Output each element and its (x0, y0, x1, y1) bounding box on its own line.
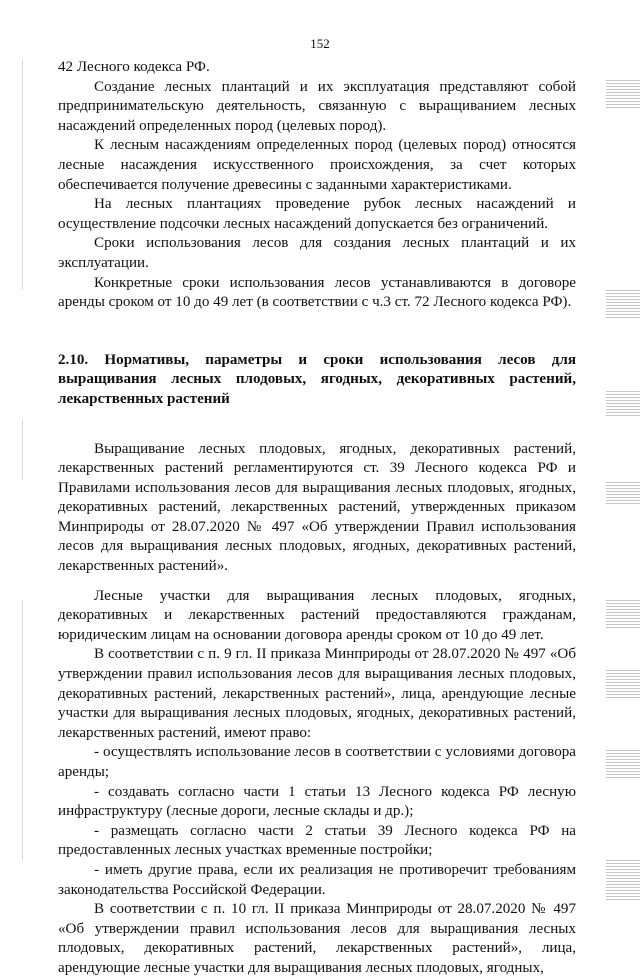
scan-margin-line (22, 600, 23, 860)
scan-mark (606, 860, 640, 900)
paragraph: 42 Лесного кодекса РФ. (58, 59, 210, 75)
section-heading: 2.10. Нормативы, параметры и сроки использования лесов для выращивания лесных плодовых, ягодных, декоративных растений, лекарственных растений (58, 351, 576, 407)
scan-mark (606, 750, 640, 778)
scan-margin-line (22, 60, 23, 290)
paragraph: Выращивание лесных плодовых, ягодных, декоративных растений, лекарственных растений регламентируются ст. 39 Лесного кодекса РФ и Правилами использования лесов для выращивания лесных плодовых, ягодных, декоративных растений, лекарственных растений, утвержденных приказом Минприроды от 28.07.2020 № 497 «Об утверждении Правил использования лесов для выращивания лесных плодовых, ягодных, декоративных растений, лекарственных растений». (58, 440, 576, 575)
paragraph: Создание лесных плантаций и их эксплуатация представляют собой предпринимательскую деятельность, связанную с выращиванием лесных насаждений определенных пород (целевых пород). (58, 78, 576, 134)
scan-mark (606, 600, 640, 628)
paragraph: На лесных плантациях проведение рубок лесных насаждений и осуществление подсочки лесных насаждений допускается без ограничений. (58, 196, 576, 232)
paragraph: В соответствии с п. 10 гл. II приказа Минприроды от 28.07.2020 № 497 «Об утверждении правил использования лесов для выращивания лесных плодовых, декоративных растений, лекарственных растений», лица, арендующие лесные участки для выращивания лесных плодовых, ягодных, (58, 901, 576, 976)
paragraph: Конкретные сроки использования лесов устанавливаются в договоре аренды сроком от 10 до 49 лет (в соответствии с ч.3 ст. 72 Лесного кодекса РФ). (58, 274, 576, 311)
paragraph: К лесным насаждениям определенных пород (целевых пород) относятся лесные насаждения искусственного происхождения, за счет которых обеспечивается получение древесины с заданными характеристиками. (58, 137, 576, 193)
scan-mark (606, 290, 640, 318)
scan-mark (606, 670, 640, 698)
scan-mark (606, 78, 640, 108)
list-item: - создавать согласно части 1 статьи 13 Лесного кодекса РФ лесную инфраструктуру (лесные дороги, лесные склады и др.); (58, 783, 576, 820)
scan-mark (606, 480, 640, 504)
document-body (58, 58, 576, 979)
paragraph: В соответствии с п. 9 гл. II приказа Минприроды от 28.07.2020 № 497 «Об утверждении правил использования лесов для выращивания лесных плодовых, декоративных растений, лекарственных растений», лица, арендующие лесные участки для выращивания лесных плодовых, ягодных, декоративных растений, лекарственных растений, имеют право: (58, 646, 576, 741)
list-item: - размещать согласно части 2 статьи 39 Лесного кодекса РФ на предоставленных лесных участках временные постройки; (58, 822, 576, 859)
page-number: 152 (310, 36, 330, 51)
list-item: - осуществлять использование лесов в соответствии с условиями договора аренды; (58, 744, 576, 780)
scan-mark (606, 390, 640, 416)
paragraph: Лесные участки для выращивания лесных плодовых, ягодных, декоративных и лекарственных растений предоставляются гражданам, юридическим лицам на основании договора аренды сроком от 10 до 49 лет. (58, 587, 576, 643)
list-item: - иметь другие права, если их реализация не противоречит требованиям законодательства Российской Федерации. (58, 861, 576, 898)
paragraph: Сроки использования лесов для создания лесных плантаций и их эксплуатации. (58, 235, 576, 271)
scan-margin-line (22, 420, 23, 480)
